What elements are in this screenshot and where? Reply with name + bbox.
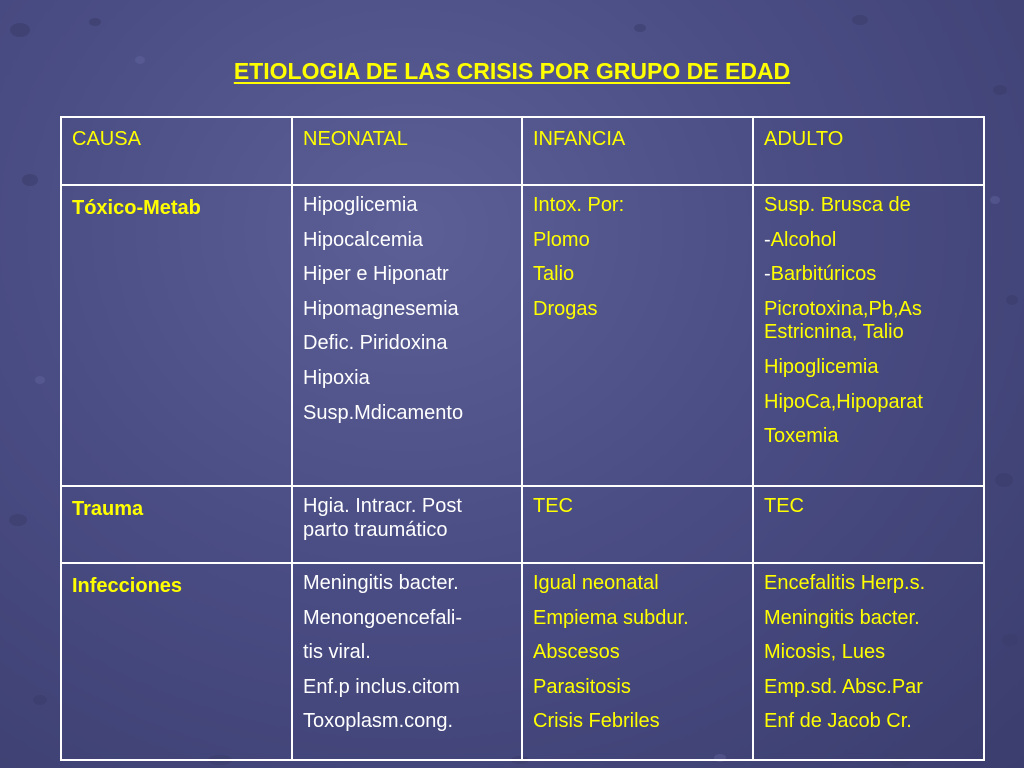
list-item: Meningitis bacter. bbox=[764, 606, 920, 629]
cause-trauma: Trauma bbox=[61, 486, 292, 563]
table-row-trauma bbox=[61, 486, 984, 563]
cell-adulto-toxico bbox=[753, 185, 984, 486]
dash-mark: - bbox=[764, 228, 771, 251]
list-item: Drogas bbox=[533, 297, 598, 320]
list-item: Estricnina, Talio bbox=[764, 321, 904, 344]
cell-neonatal-infecciones bbox=[292, 563, 522, 760]
dash-mark: - bbox=[764, 263, 771, 286]
list-item: Hipomagnesemia bbox=[303, 297, 459, 320]
list-item: Micosis, Lues bbox=[764, 641, 886, 664]
header-causa: CAUSA bbox=[61, 117, 292, 185]
cell-adulto-infecciones bbox=[753, 563, 984, 760]
cell-infancia-trauma bbox=[522, 486, 753, 563]
list-item: TEC bbox=[533, 495, 573, 517]
header-infancia: INFANCIA bbox=[522, 117, 753, 185]
list-item: Susp. Brusca de bbox=[764, 194, 911, 216]
cause-toxico-metab: Tóxico-Metab bbox=[61, 185, 292, 486]
list-item: Hipoxia bbox=[303, 366, 370, 389]
list-item: Susp.Mdicamento bbox=[303, 401, 464, 424]
cell-infancia-infecciones bbox=[522, 563, 753, 760]
list-item: Toxoplasm.cong. bbox=[303, 710, 454, 733]
cell-infancia-toxico bbox=[522, 185, 753, 486]
list-item: Menongoencefali- bbox=[303, 606, 462, 629]
slide-title: ETIOLOGIA DE LAS CRISIS POR GRUPO DE EDAD bbox=[233, 58, 791, 84]
list-item: Hipoglicemia bbox=[764, 355, 879, 378]
list-item: Toxemia bbox=[764, 425, 839, 448]
cell-neonatal-toxico bbox=[292, 185, 522, 486]
list-item: parto traumático bbox=[303, 518, 448, 541]
cell-adulto-trauma bbox=[753, 486, 984, 563]
list-item: tis viral. bbox=[303, 641, 371, 664]
list-item: Crisis Febriles bbox=[533, 710, 660, 733]
list-item: Hipocalcemia bbox=[303, 228, 424, 251]
cause-infecciones: Infecciones bbox=[61, 563, 292, 760]
table-row-infecciones bbox=[61, 563, 984, 760]
header-neonatal: NEONATAL bbox=[292, 117, 522, 185]
list-item: Intox. Por: bbox=[533, 194, 625, 216]
table-row-toxico-metab bbox=[61, 185, 984, 486]
list-item-text: Barbitúricos bbox=[770, 263, 877, 286]
list-item: Parasitosis bbox=[533, 675, 631, 698]
list-item-text: Alcohol bbox=[770, 228, 837, 251]
list-item: Enf de Jacob Cr. bbox=[764, 710, 912, 733]
list-item: Talio bbox=[533, 263, 575, 286]
list-item: Hiper e Hiponatr bbox=[303, 263, 449, 286]
header-row bbox=[61, 117, 984, 185]
list-item: Hgia. Intracr. Post bbox=[303, 495, 462, 517]
list-item: Defic. Piridoxina bbox=[303, 332, 448, 355]
list-item: Abscesos bbox=[533, 641, 620, 664]
list-item: Plomo bbox=[533, 228, 590, 251]
list-item bbox=[764, 229, 973, 253]
etiology-table bbox=[60, 116, 985, 761]
list-item: HipoCa,Hipoparat bbox=[764, 390, 923, 413]
list-item: Enf.p inclus.citom bbox=[303, 675, 460, 698]
list-item: Igual neonatal bbox=[533, 572, 659, 594]
list-item: TEC bbox=[764, 495, 804, 517]
header-adulto: ADULTO bbox=[753, 117, 984, 185]
list-item: Picrotoxina,Pb,As bbox=[764, 297, 922, 320]
list-item: Hipoglicemia bbox=[303, 194, 418, 216]
list-item: Empiema subdur. bbox=[533, 606, 689, 629]
cell-neonatal-trauma bbox=[292, 486, 522, 563]
list-item bbox=[764, 263, 973, 287]
list-item: Encefalitis Herp.s. bbox=[764, 572, 926, 594]
list-item: Meningitis bacter. bbox=[303, 572, 459, 594]
list-item: Emp.sd. Absc.Par bbox=[764, 675, 923, 698]
